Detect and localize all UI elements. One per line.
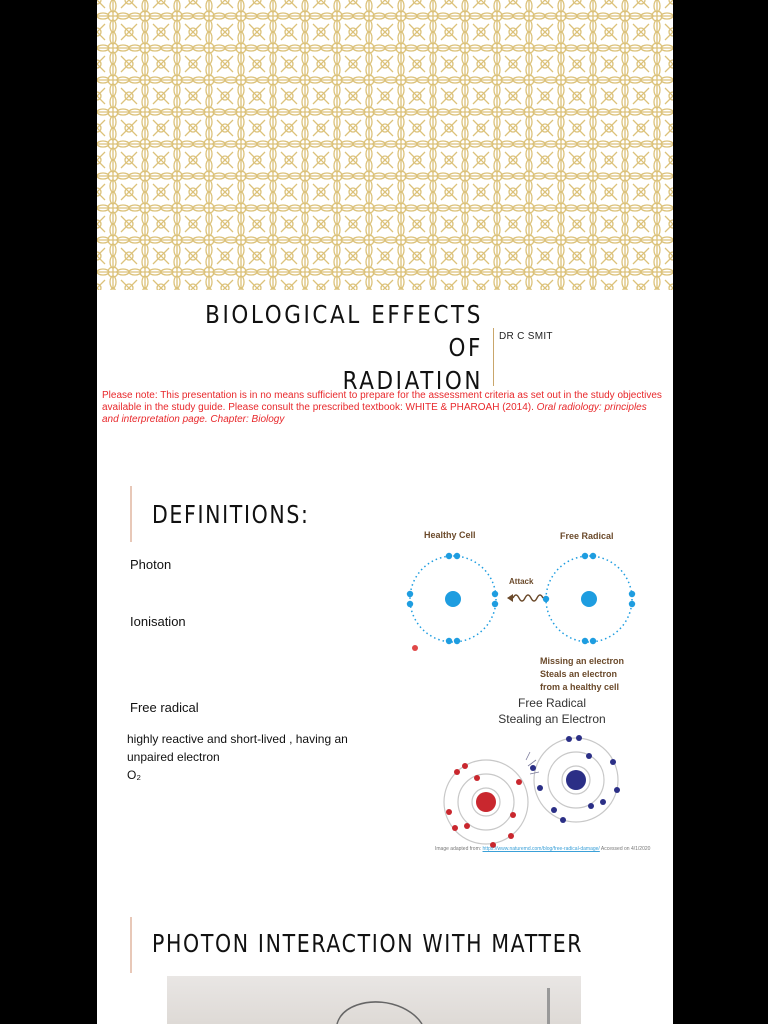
healthy-cell-atom: [407, 553, 498, 644]
definition-line-1: highly reactive and short-lived , having an: [127, 732, 348, 746]
free-radical-atom: [543, 553, 635, 644]
figure2-title-line-1: Free Radical: [517, 696, 587, 710]
credit-link[interactable]: https://www.naturemd.com/blog/free-radical-damage/: [482, 846, 600, 852]
term-free-radical: Free radical: [130, 700, 199, 715]
figure2-title-line-2: Stealing an Electron: [498, 712, 606, 726]
attack-squiggle: [513, 595, 543, 601]
definition-formula: O₂: [127, 768, 141, 782]
section-accent-bar-2: [130, 917, 132, 973]
disclaimer-text: Please note: This presentation is in no means sufficient to prepare for the assessment criteria as set out in the study objectives available in the study guide. Please consult the prescribed textbook: WHITE & PHAROAH (2014).: [102, 390, 662, 413]
disclaimer-note: [102, 390, 662, 426]
attack-label: Attack: [509, 577, 534, 586]
definition-line-2: unpaired electron: [127, 750, 220, 764]
slide-title: [199, 298, 483, 397]
label-free-radical: Free Radical: [560, 531, 614, 541]
photon-interaction-heading: PHOTON INTERACTION WITH MATTER: [152, 929, 584, 958]
caption-line-1: Missing an electron: [540, 656, 625, 666]
title-line-2: RADIATION: [342, 366, 483, 395]
red-nucleus: [476, 792, 496, 812]
author-name: DR C SMIT: [499, 331, 553, 342]
label-healthy-cell: Healthy Cell: [424, 530, 476, 540]
image-credit: [435, 846, 673, 853]
caption-line-2: Steals an electron: [540, 669, 618, 679]
free-radical-stealing-electron-figure: [427, 690, 673, 865]
blue-nucleus: [566, 770, 586, 790]
section-accent-bar: [130, 486, 132, 542]
definitions-heading: DEFINITIONS:: [152, 500, 310, 529]
stolen-electron: [530, 765, 536, 771]
credit-prefix: Image adapted from:: [435, 846, 483, 852]
photo-placeholder: [167, 976, 581, 1024]
geometric-pattern-background: [97, 0, 673, 290]
slide-document: [97, 0, 673, 1024]
disclaimer-italic: Oral radiology: principles and interpretation page. Chapter: Biology: [102, 402, 647, 425]
caption-line-3: from a healthy cell: [540, 682, 620, 692]
free-radical-definition: [127, 730, 387, 784]
attack-arrowhead: [507, 594, 513, 602]
term-photon: Photon: [130, 557, 172, 572]
title-line-1: BIOLOGICAL EFFECTS OF: [205, 300, 483, 362]
healthy-cell-free-radical-figure: [397, 520, 647, 700]
term-ionisation: Ionisation: [130, 614, 186, 629]
photo-sketch: [167, 976, 581, 1024]
stray-dot: [412, 645, 418, 651]
credit-suffix: Accessed on 4/1/2020: [599, 846, 651, 852]
title-divider: [493, 328, 494, 386]
